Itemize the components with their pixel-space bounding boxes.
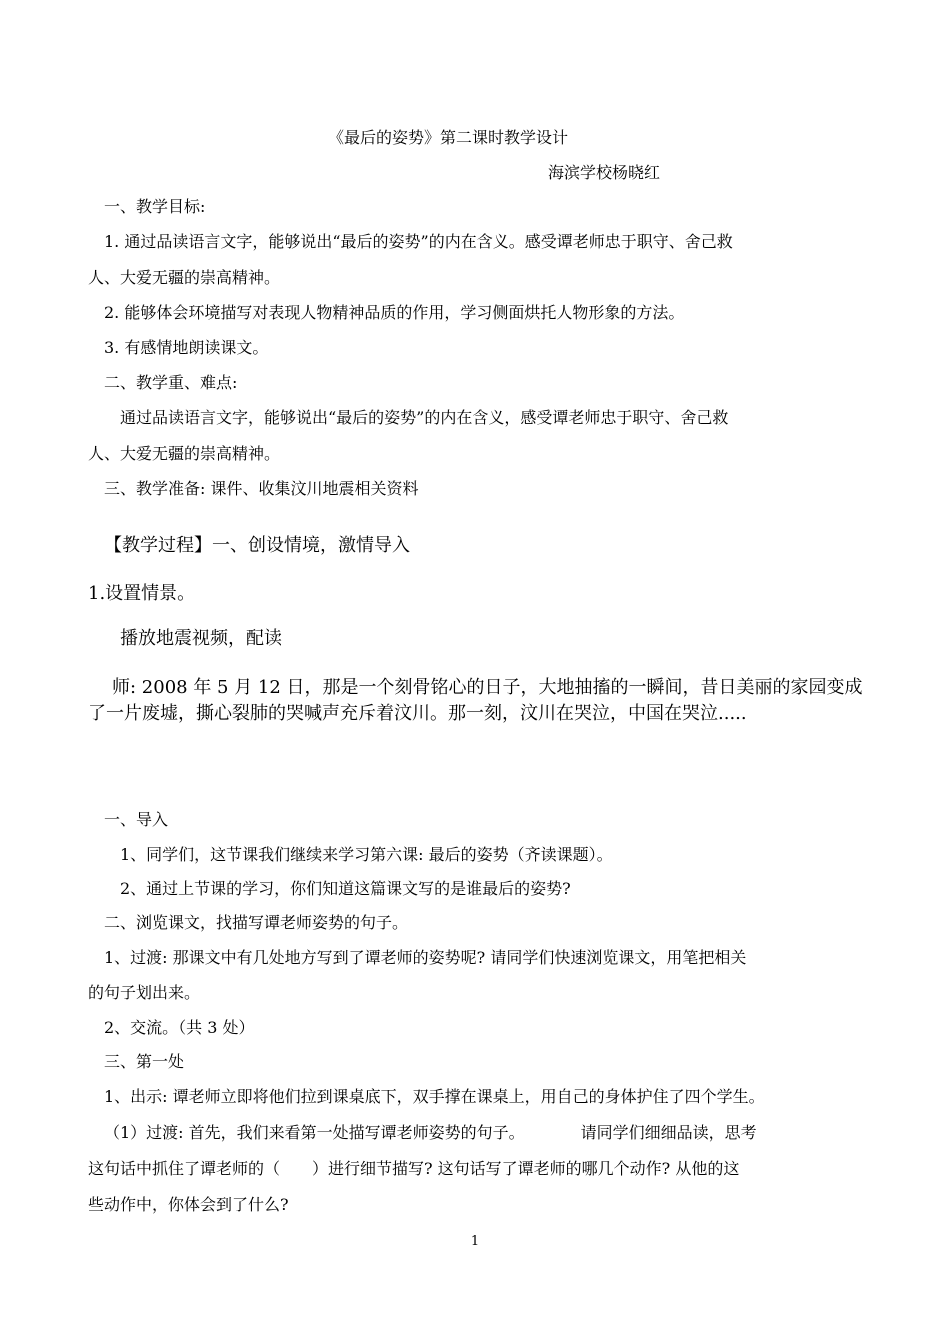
scene-heading: 1.设置情景。 <box>88 583 196 604</box>
teacher-speech-text: 师: 2008 年 5 月 12 日，那是一个刻骨铭心的日子，大地抽搐的一瞬间，昔日美丽的家园变成了一片废墟，撕心裂肺的哭喊声充斥着汶川。那一刻，汶川在哭泣，中国在哭泣..... <box>88 677 863 724</box>
author-line: 海滨学校杨晓红 <box>548 163 661 182</box>
keypoints-line-2: 人、大爱无疆的崇高精神。 <box>88 444 281 463</box>
objective-1-line-1: 1. 通过品读语言文字，能够说出“最后的姿势”的内在含义。感受谭老师忠于职守、舍己救 <box>104 232 733 251</box>
objective-2: 2. 能够体会环境描写对表现人物精神品质的作用，学习侧面烘托人物形象的方法。 <box>104 303 685 322</box>
first-heading: 三、第一处 <box>104 1052 185 1071</box>
browse-item-1-line-1: 1、过渡: 那课文中有几处地方写到了谭老师的姿势呢? 请同学们快速浏览课文，用笔把相关 <box>104 948 747 967</box>
objectives-heading: 一、教学目标: <box>104 197 206 216</box>
intro-item-1: 1、同学们，这节课我们继续来学习第六课: 最后的姿势（齐读课题）。 <box>120 845 613 864</box>
browse-item-2: 2、交流。（共 3 处） <box>104 1018 255 1037</box>
first-item-2-line-1: （1）过渡: 首先，我们来看第一处描写谭老师姿势的句子。 请同学们细细品读，思考 <box>104 1123 757 1142</box>
first-item-1: 1、出示: 谭老师立即将他们拉到课桌底下，双手撑在课桌上，用自己的身体护住了四个学生。 <box>104 1087 765 1106</box>
keypoints-heading: 二、教学重、难点: <box>104 373 238 392</box>
intro-item-2: 2、通过上节课的学习，你们知道这篇课文写的是谁最后的姿势? <box>120 879 571 898</box>
page-number: 1 <box>470 1234 480 1249</box>
video-line: 播放地震视频，配读 <box>120 628 282 649</box>
teacher-speech <box>88 675 864 727</box>
browse-heading: 二、浏览课文，找描写谭老师姿势的句子。 <box>104 913 409 932</box>
first-item-2-line-2: 这句话中抓住了谭老师的（ ）进行细节描写? 这句话写了谭老师的哪几个动作? 从他的这 <box>88 1159 740 1178</box>
objective-3: 3. 有感情地朗读课文。 <box>104 338 269 357</box>
first-item-2-line-3: 些动作中，你体会到了什么? <box>88 1195 289 1214</box>
intro-heading: 一、导入 <box>104 810 169 829</box>
document-title: 《最后的姿势》第二课时教学设计 <box>328 128 569 147</box>
keypoints-line-1: 通过品读语言文字，能够说出“最后的姿势”的内在含义，感受谭老师忠于职守、舍己救 <box>120 408 729 427</box>
objective-1-line-2: 人、大爱无疆的崇高精神。 <box>88 268 281 287</box>
process-heading: 【教学过程】一、创设情境，激情导入 <box>104 535 410 556</box>
preparation-line: 三、教学准备: 课件、收集汶川地震相关资料 <box>104 479 419 498</box>
browse-item-1-line-2: 的句子划出来。 <box>88 983 201 1002</box>
